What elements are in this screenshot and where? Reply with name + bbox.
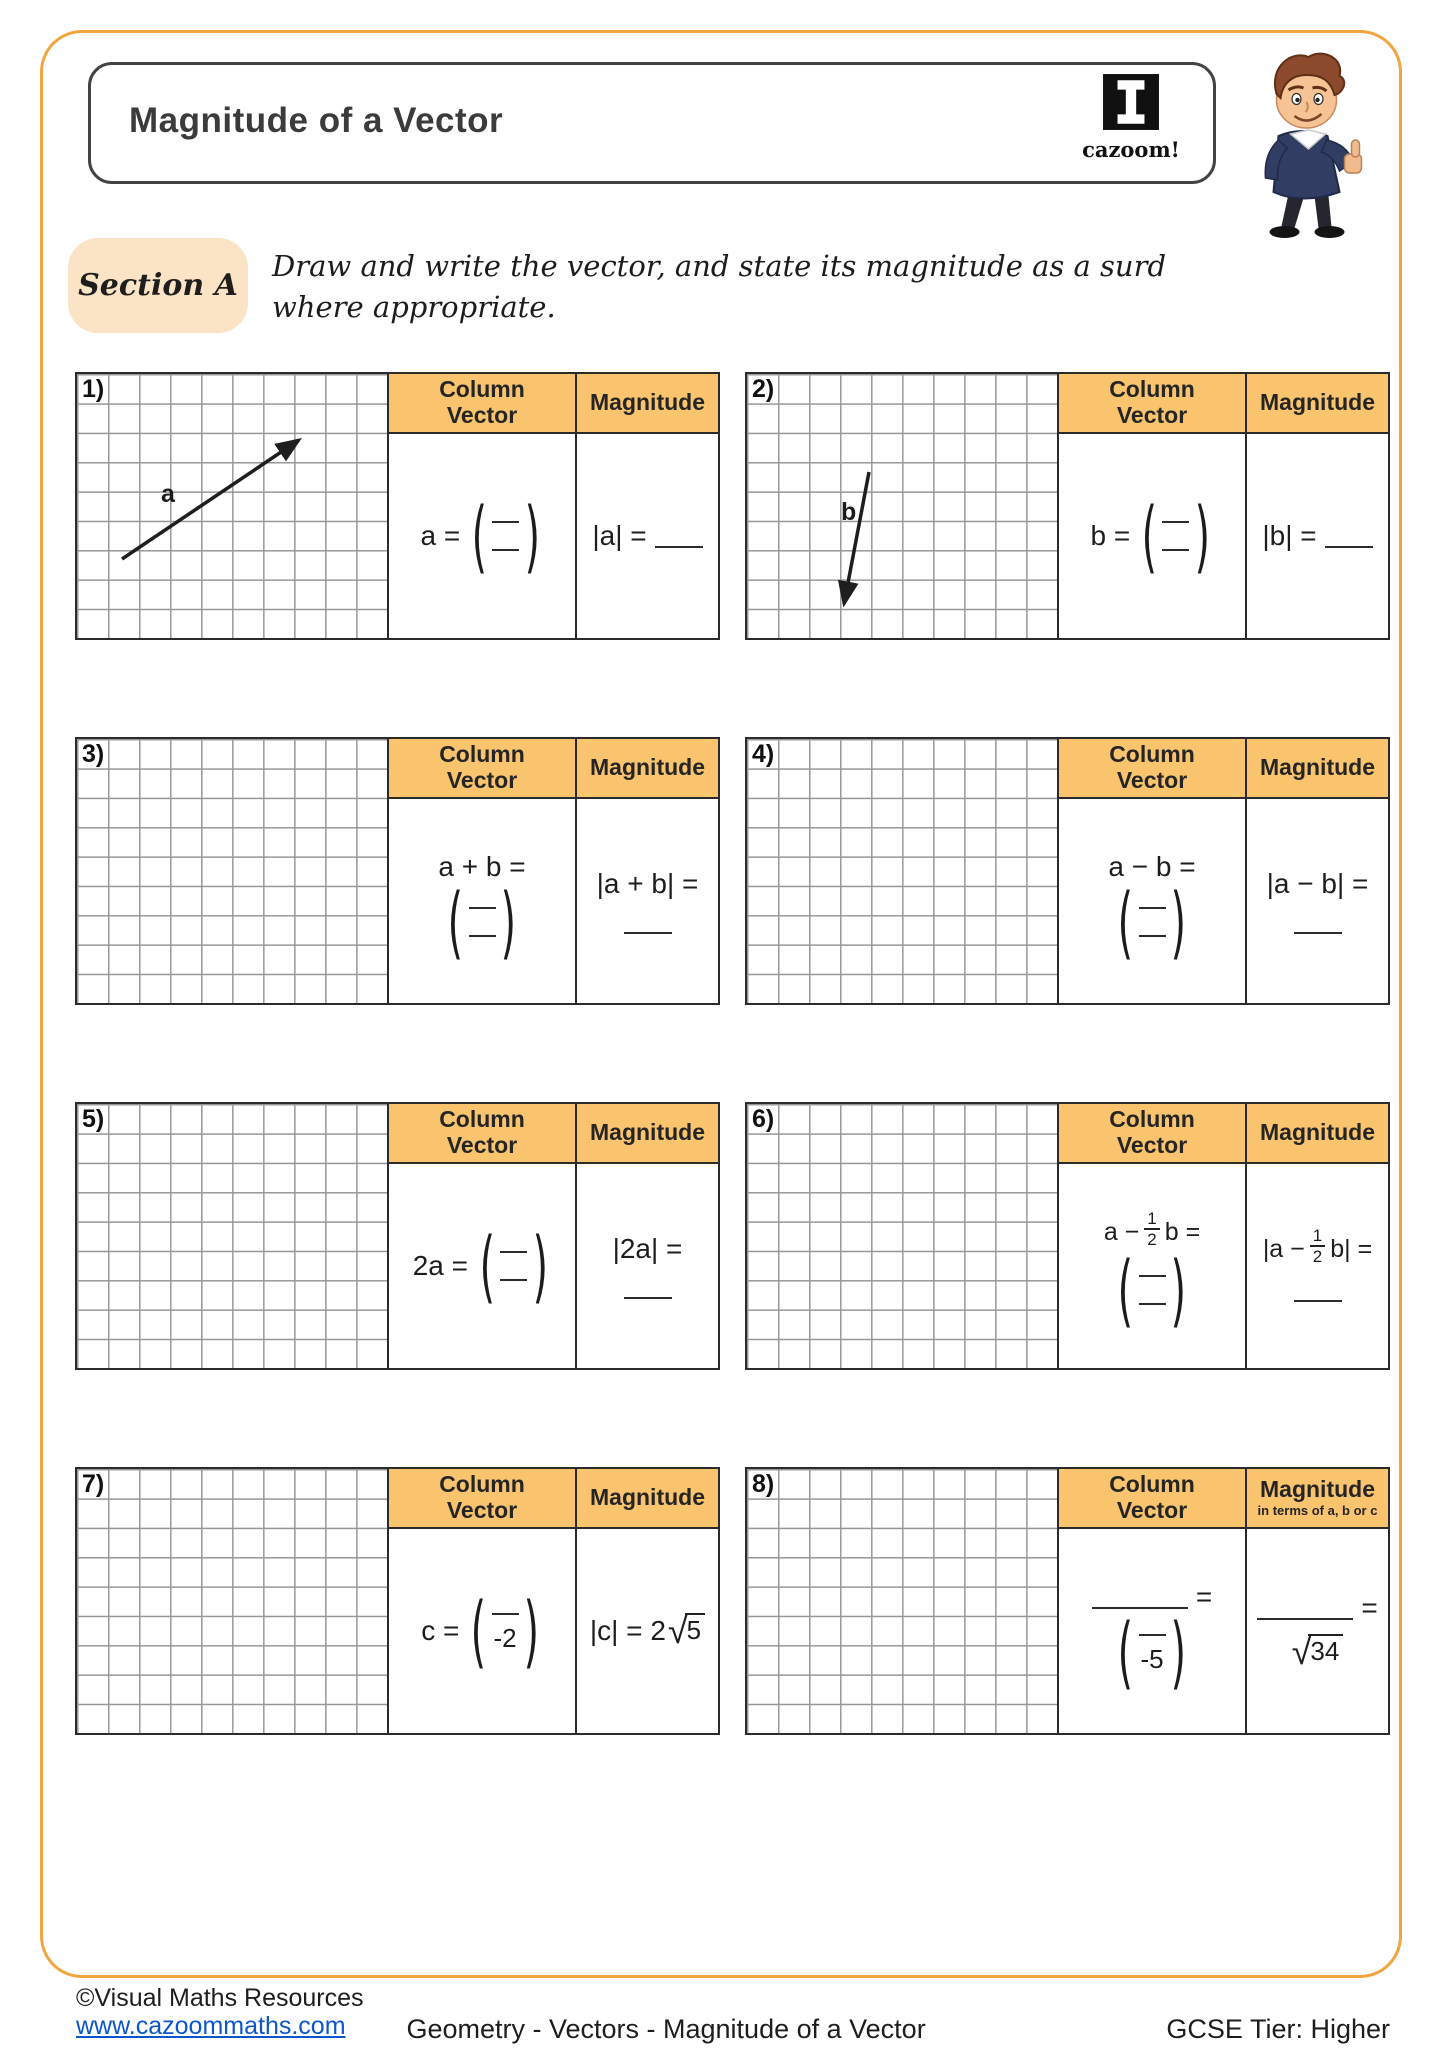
column-vector-header: Column Vector <box>389 1469 575 1529</box>
answer-blank <box>1294 1278 1342 1302</box>
equals-sign: = <box>1195 1581 1213 1612</box>
answer-blank <box>1139 1303 1166 1305</box>
column-vector-answer-6 <box>1059 1164 1245 1368</box>
mag-expression-1: |a| = <box>592 520 647 551</box>
answer-blank <box>1294 910 1342 934</box>
magnitude-header: Magnitude in terms of a, b or c <box>1247 1469 1388 1529</box>
column-vector-header: Column Vector <box>389 1104 575 1164</box>
drawing-grid-2 <box>747 374 1059 638</box>
answer-blank <box>1325 524 1373 548</box>
cv-bottom-value-8: -5 <box>1140 1643 1164 1674</box>
magnitude-header: Magnitude <box>577 374 718 434</box>
one-half-fraction: $\frac{1}{2}$ <box>1310 1227 1325 1266</box>
cv-expression-1: a = <box>420 520 461 551</box>
magnitude-answer-7 <box>577 1529 718 1733</box>
answer-blank <box>500 1279 527 1281</box>
magnitude-header: Magnitude <box>577 1104 718 1164</box>
magnitude-answer-8 <box>1247 1529 1388 1733</box>
question-block-2 <box>745 372 1390 640</box>
cv-expression-2: b = <box>1090 520 1131 551</box>
drawing-grid-8 <box>747 1469 1059 1733</box>
magnitude-header: Magnitude <box>577 739 718 799</box>
column-vector-header: Column Vector <box>389 374 575 434</box>
question-number-8: 8) <box>752 1470 775 1498</box>
column-vector-cell-8 <box>1059 1469 1247 1733</box>
column-vector-brackets: ( ) <box>1141 490 1210 582</box>
drawing-grid-4 <box>747 739 1059 1003</box>
magnitude-cell-3 <box>577 739 718 1003</box>
column-vector-header: Column Vector <box>1059 374 1245 434</box>
column-vector-header: Column Vector <box>1059 1469 1245 1529</box>
mascot-illustration <box>1224 44 1394 244</box>
instruction-line-1: Draw and write the vector, and state its magnitude as a surd <box>272 249 1167 283</box>
mag-expression-2: |b| = <box>1262 520 1317 551</box>
magnitude-answer-2 <box>1247 434 1388 638</box>
answer-blank <box>1139 1634 1166 1636</box>
magnitude-header: Magnitude <box>577 1469 718 1529</box>
worksheet-header <box>88 62 1216 184</box>
question-block-7 <box>75 1467 720 1735</box>
question-block-5 <box>75 1102 720 1370</box>
column-vector-cell-4 <box>1059 739 1247 1003</box>
question-block-1 <box>75 372 720 640</box>
column-vector-cell-3 <box>389 739 577 1003</box>
column-vector-cell-5 <box>389 1104 577 1368</box>
answer-blank <box>624 910 672 934</box>
drawing-grid-7 <box>77 1469 389 1733</box>
column-vector-answer-1 <box>389 434 575 638</box>
answer-blank <box>1139 935 1166 937</box>
answer-blank <box>655 524 703 548</box>
column-vector-brackets: ( ) <box>471 490 540 582</box>
magnitude-answer-5 <box>577 1164 718 1368</box>
one-half-fraction: $\frac{1}{2}$ <box>1144 1210 1159 1249</box>
drawing-grid-5 <box>77 1104 389 1368</box>
column-vector-cell-7 <box>389 1469 577 1733</box>
column-vector-header: Column Vector <box>1059 739 1245 799</box>
section-a-pill <box>68 238 248 333</box>
drawing-grid-1 <box>77 374 389 638</box>
magnitude-cell-4 <box>1247 739 1388 1003</box>
magnitude-answer-6 <box>1247 1164 1388 1368</box>
surd-root-34: √ 34 <box>1292 1634 1344 1670</box>
magnitude-answer-4 <box>1247 799 1388 1003</box>
question-number-4: 4) <box>752 740 775 768</box>
magnitude-cell-1 <box>577 374 718 638</box>
question-number-5: 5) <box>82 1105 105 1133</box>
section-a-label: Section A <box>78 268 238 303</box>
question-number-3: 3) <box>82 740 105 768</box>
column-vector-cell-1 <box>389 374 577 638</box>
column-vector-answer-7 <box>389 1529 575 1733</box>
answer-blank <box>492 521 519 523</box>
magnitude-cell-2 <box>1247 374 1388 638</box>
vector-b-label: b <box>841 498 857 526</box>
drawing-grid-6 <box>747 1104 1059 1368</box>
question-number-7: 7) <box>82 1470 105 1498</box>
magnitude-answer-1 <box>577 434 718 638</box>
answer-blank <box>469 935 496 937</box>
cv-bottom-value-7: -2 <box>493 1622 517 1653</box>
mag-expression-7: |c| = 2 <box>589 1615 666 1646</box>
magnitude-cell-7 <box>577 1469 718 1733</box>
column-vector-brackets: ( ) <box>479 1220 548 1312</box>
magnitude-header: Magnitude <box>1247 374 1388 434</box>
answer-blank <box>624 1275 672 1299</box>
column-vector-answer-8 <box>1059 1529 1245 1733</box>
column-vector-header: Column Vector <box>389 739 575 799</box>
vector-b-arrow <box>747 374 1053 635</box>
magnitude-answer-3 <box>577 799 718 1003</box>
column-vector-brackets: ( -2 ) <box>471 1585 540 1677</box>
question-block-3 <box>75 737 720 1005</box>
answer-blank <box>492 549 519 551</box>
question-number-1: 1) <box>82 375 105 403</box>
column-vector-answer-4 <box>1059 799 1245 1003</box>
cv-expression-6: a − $\frac{1}{2}$ b = <box>1103 1208 1201 1249</box>
answer-blank <box>500 1251 527 1253</box>
column-vector-cell-2 <box>1059 374 1247 638</box>
answer-blank <box>1139 1275 1166 1277</box>
drawing-grid-3 <box>77 739 389 1003</box>
vector-a-arrow <box>77 374 383 635</box>
question-number-6: 6) <box>752 1105 775 1133</box>
column-vector-brackets: ( ) <box>1117 876 1187 968</box>
column-vector-cell-6 <box>1059 1104 1247 1368</box>
column-vector-brackets: ( ) <box>447 876 517 968</box>
question-block-8 <box>745 1467 1390 1735</box>
magnitude-cell-8 <box>1247 1469 1388 1733</box>
answer-blank <box>469 907 496 909</box>
magnitude-cell-6 <box>1247 1104 1388 1368</box>
answer-blank <box>1162 521 1189 523</box>
cv-expression-5: 2a = <box>412 1250 468 1281</box>
column-vector-brackets: ( -5 ) <box>1117 1606 1187 1698</box>
cazoom-logo-icon <box>1102 73 1160 131</box>
magnitude-cell-5 <box>577 1104 718 1368</box>
footer-tier: GCSE Tier: Higher <box>1166 2014 1390 2044</box>
cv-expression-3: a + b = <box>438 851 526 882</box>
magnitude-header: Magnitude <box>1247 739 1388 799</box>
page-title: Magnitude of a Vector <box>129 101 504 140</box>
footer-topic: Geometry - Vectors - Magnitude of a Vector <box>406 2014 926 2044</box>
vector-a-label: a <box>161 480 175 508</box>
instruction-line-2: where appropriate. <box>272 290 556 324</box>
column-vector-answer-2 <box>1059 434 1245 638</box>
cv-expression-7: c = <box>421 1615 460 1646</box>
column-vector-answer-3 <box>389 799 575 1003</box>
footer-copyright: ©Visual Maths Resources <box>76 1984 364 2012</box>
column-vector-header: Column Vector <box>1059 1104 1245 1164</box>
question-block-6 <box>745 1102 1390 1370</box>
magnitude-header: Magnitude <box>1247 1104 1388 1164</box>
section-a-instructions <box>272 246 1166 328</box>
cazoom-logo <box>1073 73 1189 162</box>
answer-blank <box>1139 907 1166 909</box>
footer-website-link[interactable]: www.cazoommaths.com <box>76 2012 346 2040</box>
mag-expression-5: |2a| = <box>612 1233 683 1264</box>
question-block-4 <box>745 737 1390 1005</box>
answer-blank <box>1162 549 1189 551</box>
answer-blank <box>1257 1596 1353 1620</box>
magnitude-header-note: in terms of a, b or c <box>1257 1503 1378 1519</box>
mag-expression-6: |a − $\frac{1}{2}$ b| = <box>1262 1225 1373 1266</box>
mag-expression-3: |a + b| = <box>596 868 699 899</box>
surd-root-5: √ 5 <box>668 1613 705 1649</box>
column-vector-answer-5 <box>389 1164 575 1368</box>
cv-expression-4: a − b = <box>1108 851 1196 882</box>
question-number-2: 2) <box>752 375 775 403</box>
mag-expression-4: |a − b| = <box>1266 868 1369 899</box>
cazoom-logo-text: cazoom! <box>1082 137 1180 162</box>
equals-sign: = <box>1361 1592 1378 1623</box>
column-vector-brackets: ( ) <box>1117 1244 1187 1337</box>
answer-blank <box>492 1613 519 1615</box>
